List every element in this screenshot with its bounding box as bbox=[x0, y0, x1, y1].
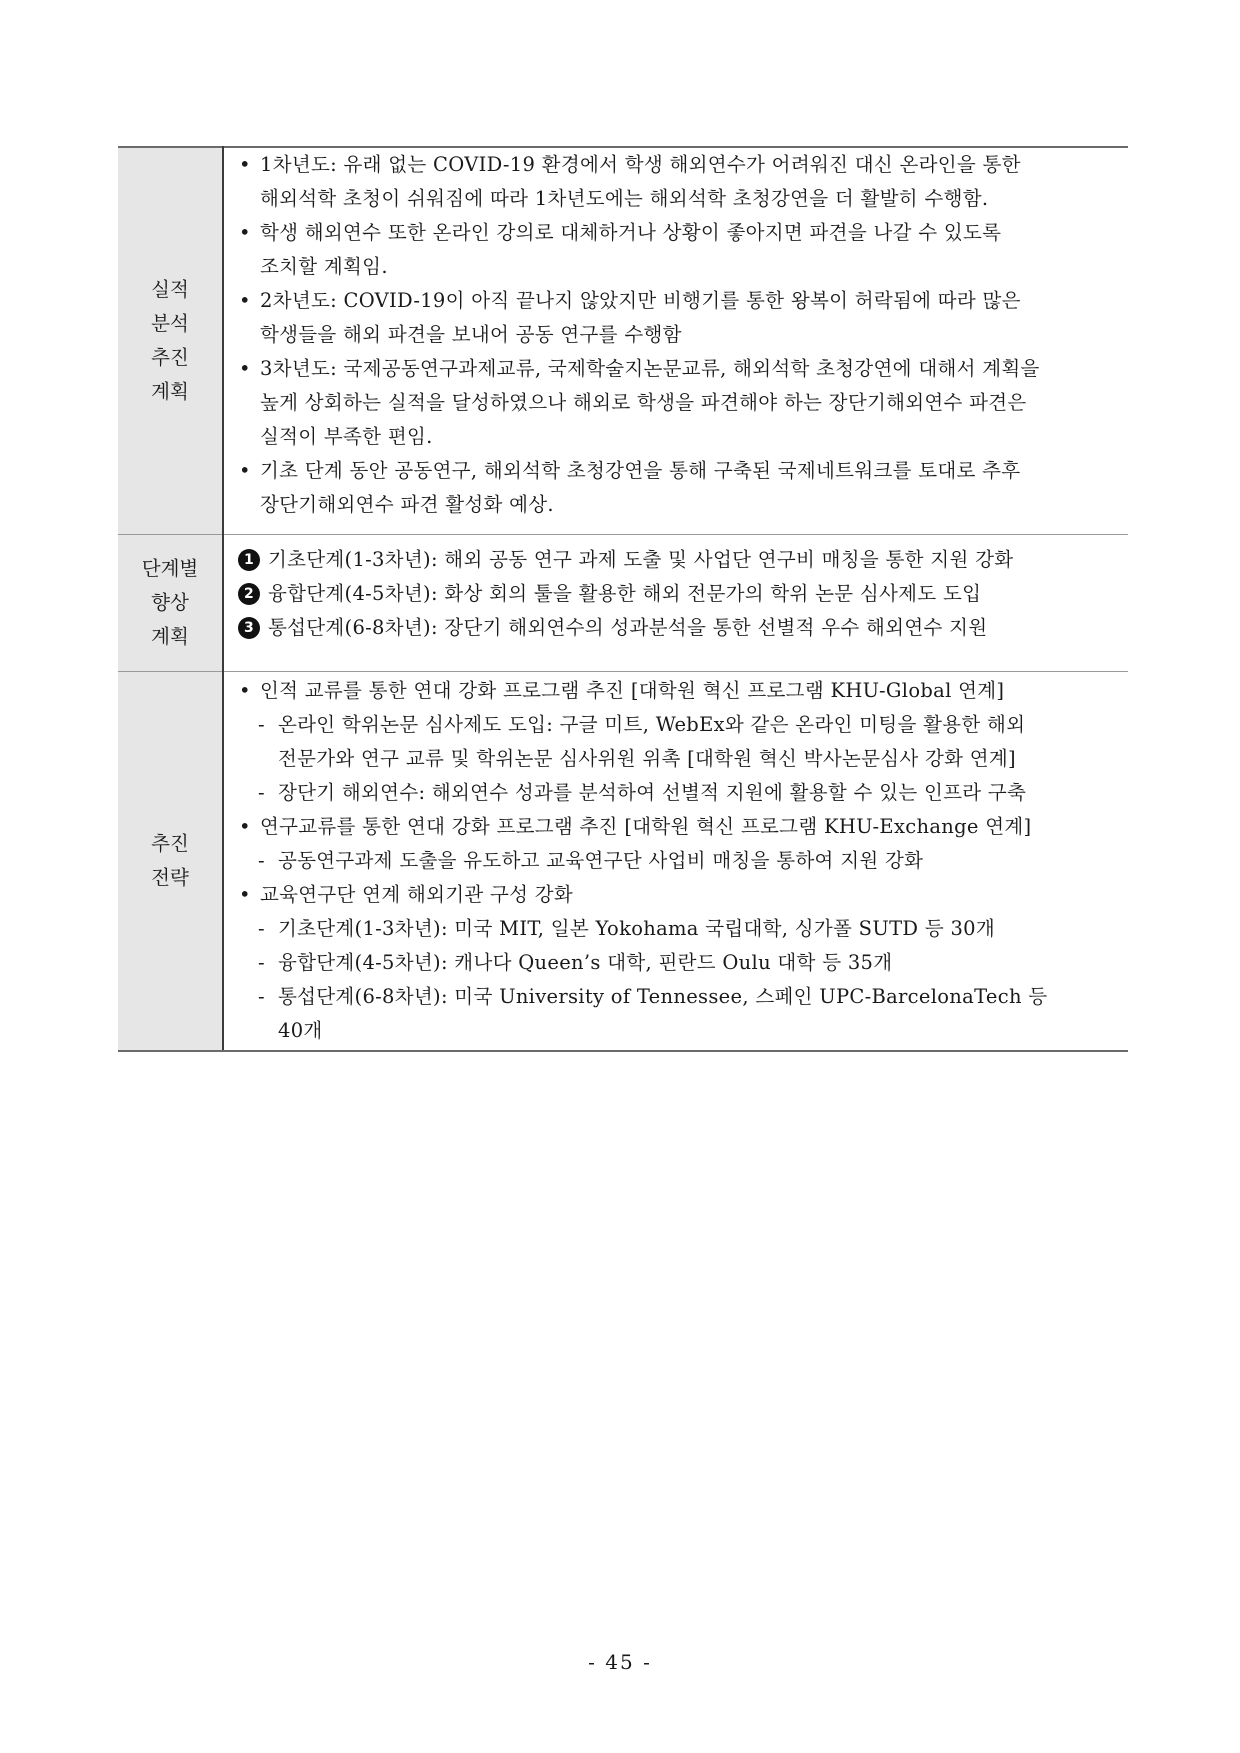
bullet-marker: • bbox=[239, 289, 251, 312]
dash-marker: - bbox=[258, 849, 265, 872]
item-line: 기초 단계 동안 공동연구, 해외석학 초청강연을 통해 구축된 국제네트워크를 토대로 추후 bbox=[260, 459, 1021, 482]
item-line: 연구교류를 통한 연대 강화 프로그램 추진 [대학원 혁신 프로그램 KHU-Exchange 연계] bbox=[260, 815, 1032, 838]
bullet-item bbox=[236, 454, 1128, 522]
bullet-item bbox=[236, 216, 1128, 284]
item-line: 학생 해외연수 또한 온라인 강의로 대체하거나 상황이 좋아지면 파견을 나갈 수 있도록 bbox=[260, 221, 1002, 244]
stage-step bbox=[236, 577, 1128, 611]
dash-marker: - bbox=[258, 951, 265, 974]
bullet-item bbox=[236, 284, 1128, 352]
item-line: 2차년도: COVID-19이 아직 끝나지 않았지만 비행기를 통한 왕복이 허락됨에 따라 많은 bbox=[260, 289, 1021, 312]
item-line: 인적 교류를 통한 연대 강화 프로그램 추진 [대학원 혁신 프로그램 KHU-Global 연계] bbox=[260, 679, 1005, 702]
dash-marker: - bbox=[258, 917, 265, 940]
bullet-marker: • bbox=[239, 883, 251, 906]
sub-line: 통섭단계(6-8차년): 미국 University of Tennessee, 스페인 UPC-BarcelonaTech 등 bbox=[278, 985, 1048, 1008]
strategy-row bbox=[118, 672, 1128, 1052]
label-line: 단계별 bbox=[141, 557, 199, 580]
item-line: 장단기해외연수 파견 활성화 예상. bbox=[260, 493, 554, 516]
step-text: 통섭단계(6-8차년): 장단기 해외연수의 성과분석을 통한 선별적 우수 해외연수 지원 bbox=[268, 616, 988, 639]
bullet-item bbox=[236, 352, 1128, 454]
item-line: 조치할 계획임. bbox=[260, 255, 388, 278]
performance-analysis-content bbox=[223, 147, 1128, 535]
performance-analysis-label bbox=[118, 147, 223, 535]
bullet-item bbox=[236, 810, 1128, 844]
sub-line: 온라인 학위논문 심사제도 도입: 구글 미트, WebEx와 같은 온라인 미팅을 활용한 해외 bbox=[278, 713, 1026, 736]
dash-marker: - bbox=[258, 781, 265, 804]
step-text: 기초단계(1-3차년): 해외 공동 연구 과제 도출 및 사업단 연구비 매칭을 통한 지원 강화 bbox=[268, 548, 1014, 571]
bullet-item bbox=[236, 148, 1128, 216]
bullet-marker: • bbox=[239, 153, 251, 176]
strategy-label bbox=[118, 672, 223, 1052]
label-line: 실적 bbox=[151, 278, 189, 301]
step-number-badge: 1 bbox=[238, 549, 260, 571]
item-line: 3차년도: 국제공동연구과제교류, 국제학술지논문교류, 해외석학 초청강연에 대해서 계획을 bbox=[260, 357, 1040, 380]
bullet-marker: • bbox=[239, 221, 251, 244]
bullet-marker: • bbox=[239, 357, 251, 380]
label-line: 추진 bbox=[151, 346, 189, 369]
sub-line: 공동연구과제 도출을 유도하고 교육연구단 사업비 매칭을 통하여 지원 강화 bbox=[278, 849, 924, 872]
item-line: 해외석학 초청이 쉬워짐에 따라 1차년도에는 해외석학 초청강연을 더 활발히 수행함. bbox=[260, 187, 989, 210]
sub-line: 전문가와 연구 교류 및 학위논문 심사위원 위촉 [대학원 혁신 박사논문심사 강화 연계] bbox=[278, 747, 1016, 770]
item-line: 교육연구단 연계 해외기관 구성 강화 bbox=[260, 883, 574, 906]
sub-item bbox=[236, 708, 1128, 776]
bullet-item bbox=[236, 674, 1128, 708]
sub-line: 장단기 해외연수: 해외연수 성과를 분석하여 선별적 지원에 활용할 수 있는 인프라 구축 bbox=[278, 781, 1027, 804]
stage-step bbox=[236, 611, 1128, 645]
plan-table bbox=[118, 146, 1128, 1052]
item-line: 실적이 부족한 편임. bbox=[260, 425, 433, 448]
dash-marker: - bbox=[258, 985, 265, 1008]
sub-line: 40개 bbox=[278, 1019, 323, 1042]
item-line: 높게 상회하는 실적을 달성하였으나 해외로 학생을 파견해야 하는 장단기해외연수 파견은 bbox=[260, 391, 1027, 414]
bullet-marker: • bbox=[239, 459, 251, 482]
bullet-item bbox=[236, 878, 1128, 912]
label-line: 계획 bbox=[151, 380, 189, 403]
sub-item bbox=[236, 980, 1128, 1048]
stage-step bbox=[236, 543, 1128, 577]
label-line: 분석 bbox=[151, 312, 189, 335]
performance-analysis-row bbox=[118, 147, 1128, 535]
sub-item bbox=[236, 946, 1128, 980]
item-line: 학생들을 해외 파견을 보내어 공동 연구를 수행함 bbox=[260, 323, 682, 346]
step-number-badge: 3 bbox=[238, 617, 260, 639]
sub-line: 기초단계(1-3차년): 미국 MIT, 일본 Yokohama 국립대학, 싱가폴 SUTD 등 30개 bbox=[278, 917, 996, 940]
stage-plan-label bbox=[118, 535, 223, 672]
sub-item bbox=[236, 844, 1128, 878]
label-line: 향상 bbox=[151, 591, 189, 614]
stage-plan-row bbox=[118, 535, 1128, 672]
page-number: - 45 - bbox=[588, 1650, 652, 1674]
sub-item bbox=[236, 912, 1128, 946]
bullet-marker: • bbox=[239, 815, 251, 838]
sub-line: 융합단계(4-5차년): 캐나다 Queen’s 대학, 핀란드 Oulu 대학 등 35개 bbox=[278, 951, 893, 974]
label-line: 추진 bbox=[151, 832, 189, 855]
label-line: 계획 bbox=[151, 625, 189, 648]
step-text: 융합단계(4-5차년): 화상 회의 툴을 활용한 해외 전문가의 학위 논문 심사제도 도입 bbox=[268, 582, 982, 605]
label-line: 전략 bbox=[151, 866, 189, 889]
dash-marker: - bbox=[258, 713, 265, 736]
item-line: 1차년도: 유래 없는 COVID-19 환경에서 학생 해외연수가 어려워진 대신 온라인을 통한 bbox=[260, 153, 1021, 176]
sub-item bbox=[236, 776, 1128, 810]
step-number-badge: 2 bbox=[238, 583, 260, 605]
bullet-marker: • bbox=[239, 679, 251, 702]
strategy-content bbox=[223, 672, 1128, 1052]
stage-plan-content bbox=[223, 535, 1128, 672]
